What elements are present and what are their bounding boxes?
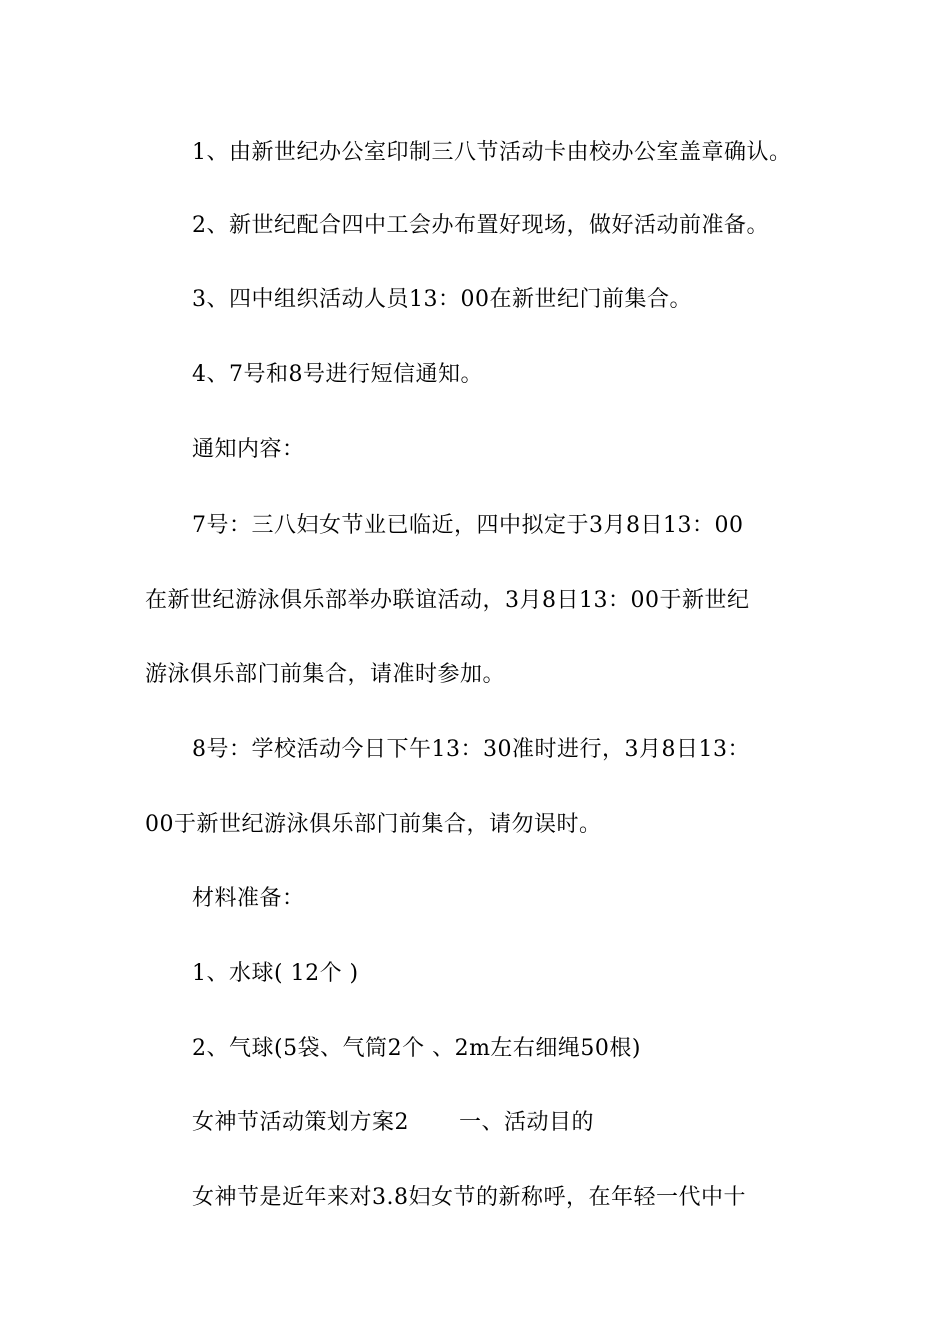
section-title: 女神节活动策划方案2 <box>192 1110 409 1135</box>
materials-item-2: 2、气球(5袋、气筒2个 、2m左右细绳50根) <box>192 1036 642 1061</box>
notice-8-line-1: 8号：学校活动今日下午13：30准时进行，3月8日13： <box>192 737 750 762</box>
notice-heading: 通知内容： <box>192 437 305 462</box>
list-item-3: 3、四中组织活动人员13：00在新世纪门前集合。 <box>192 287 692 312</box>
section-heading: 一、活动目的 <box>459 1110 595 1135</box>
notice-7-line-2: 在新世纪游泳俱乐部举办联谊活动，3月8日13：00于新世纪 <box>145 588 750 613</box>
materials-item-1: 1、水球( 12个 ) <box>192 961 359 986</box>
section-title-line <box>192 1108 594 1138</box>
materials-heading: 材料准备： <box>192 886 305 911</box>
list-item-2: 2、新世纪配合四中工会办布置好现场，做好活动前准备。 <box>192 213 769 238</box>
notice-8-line-2: 00于新世纪游泳俱乐部门前集合，请勿误时。 <box>145 812 602 837</box>
notice-7-line-1: 7号：三八妇女节业已临近，四中拟定于3月8日13：00 <box>192 513 744 538</box>
paragraph-intro: 女神节是近年来对3.8妇女节的新称呼，在年轻一代中十 <box>192 1185 746 1210</box>
list-item-4: 4、7号和8号进行短信通知。 <box>192 362 483 387</box>
list-item-1: 1、由新世纪办公室印制三八节活动卡由校办公室盖章确认。 <box>192 140 792 165</box>
notice-7-line-3: 游泳俱乐部门前集合，请准时参加。 <box>145 662 506 687</box>
